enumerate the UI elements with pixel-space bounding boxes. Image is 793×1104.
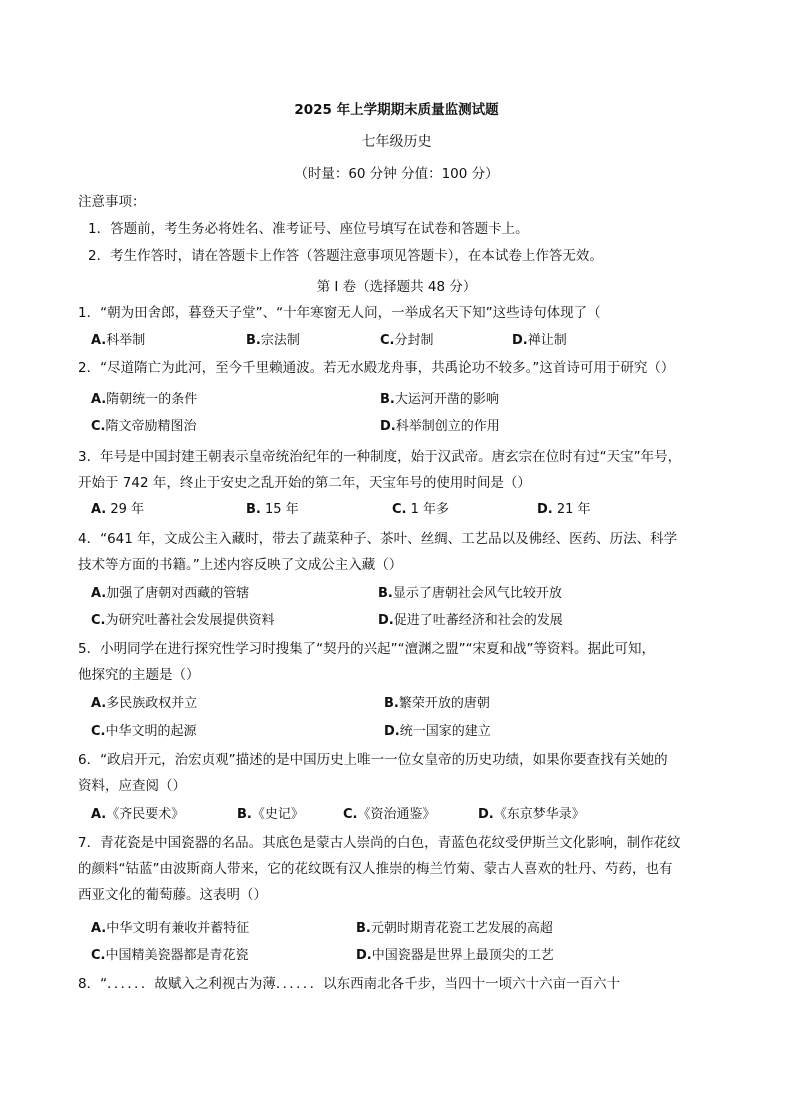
exam-subject: 七年级历史 [361, 134, 432, 150]
option-a: A.隋朝统一的条件 [91, 392, 198, 407]
option-d: D.《东京梦华录》 [478, 807, 585, 822]
option-a: A.《齐民要术》 [91, 807, 185, 822]
option-b: B.元朝时期青花瓷工艺发展的高超 [356, 921, 553, 936]
option-c: C.分封制 [380, 333, 434, 348]
option-d: D.科举制创立的作用 [380, 419, 500, 434]
question-text: 的颜料“钴蓝”由波斯商人带来，它的花纹既有汉人推崇的梅兰竹菊、蒙古人喜欢的牡丹、芍药，也有 [78, 861, 673, 877]
notice-heading: 注意事项： [78, 194, 146, 210]
section-heading: 第 I 卷（选择题共 48 分） [316, 279, 477, 295]
notice-item: 1．答题前，考生务必将姓名、准考证号、座位号填写在试卷和答题卡上。 [88, 221, 529, 237]
question-text: 4．“641 年，文成公主入藏时，带去了蔬菜种子、茶叶、丝绸、工艺品以及佛经、医药、历法、科学 [78, 531, 678, 547]
option-b: B. 15 年 [246, 502, 299, 517]
question-text: 8．“．．．．．．故赋入之利视古为薄．．．．．．以东西南北各千步，当四十一顷六十六亩一百六十 [78, 976, 621, 992]
option-c: C.中华文明的起源 [91, 724, 197, 739]
option-a: A.加强了唐朝对西藏的管辖 [91, 586, 250, 601]
option-b: B.显示了唐朝社会风气比较开放 [378, 586, 562, 601]
notice-item: 2．考生作答时，请在答题卡上作答（答题注意事项见答题卡），在本试卷上作答无效。 [88, 248, 603, 264]
option-d: D. 21 年 [537, 502, 591, 517]
option-a: A.科举制 [91, 333, 146, 348]
option-c: C.为研究吐蕃社会发展提供资料 [91, 613, 275, 628]
option-d: D.促进了吐蕃经济和社会的发展 [378, 613, 563, 628]
question-text: 5．小明同学在进行探究性学习时搜集了“契丹的兴起”“澶渊之盟”“宋夏和战”等资料。据此可知， [78, 641, 656, 657]
option-b: B.宗法制 [246, 333, 300, 348]
option-a: A.中华文明有兼收并蓄特征 [91, 921, 250, 936]
question-text: 7．青花瓷是中国瓷器的名品。其底色是蒙古人崇尚的白色，青蓝色花纹受伊斯兰文化影响，制作花纹 [78, 835, 681, 851]
question-text: 6．“政启开元，治宏贞观”描述的是中国历史上唯一一位女皇帝的历史功绩，如果你要查找有关她的 [78, 752, 668, 768]
option-d: D.禅让制 [512, 333, 567, 348]
option-b: B.繁荣开放的唐朝 [384, 696, 490, 711]
exam-title: 2025 年上学期期末质量监测试题 [294, 102, 499, 118]
question-text: 开始于 742 年，终止于安史之乱开始的第二年，天宝年号的使用时间是（） [78, 475, 531, 491]
question-text: 技术等方面的书籍。”上述内容反映了文成公主入藏（） [78, 557, 403, 573]
question-text: 资料，应查阅（） [78, 778, 186, 794]
option-c: C.《资治通鉴》 [343, 807, 436, 822]
question-text: 2．“尽道隋亡为此河，至今千里赖通波。若无水殿龙舟事，共禹论功不较多。”这首诗可用于研究（） [78, 360, 675, 376]
option-c: C.隋文帝励精图治 [91, 419, 197, 434]
option-c: C. 1 年多 [392, 502, 450, 517]
question-text: 1．“朝为田舍郎，暮登天子堂”、“十年寒窗无人问，一举成名天下知”这些诗句体现了（ [78, 305, 601, 321]
option-a: A.多民族政权并立 [91, 696, 198, 711]
question-text: 他探究的主题是（） [78, 667, 200, 683]
option-d: D.中国瓷器是世界上最顶尖的工艺 [356, 948, 554, 963]
question-text: 西亚文化的葡萄藤。这表明（） [78, 887, 267, 903]
option-b: B.大运河开凿的影响 [380, 392, 499, 407]
question-text: 3．年号是中国封建王朝表示皇帝统治纪年的一种制度，始于汉武帝。唐玄宗在位时有过“天宝”年号， [78, 449, 682, 465]
option-a: A. 29 年 [91, 502, 145, 517]
option-c: C.中国精美瓷器都是青花瓷 [91, 948, 249, 963]
option-d: D.统一国家的建立 [384, 724, 491, 739]
exam-time-score: （时量：60 分钟 分值：100 分） [294, 166, 499, 182]
option-b: B.《史记》 [237, 807, 304, 822]
